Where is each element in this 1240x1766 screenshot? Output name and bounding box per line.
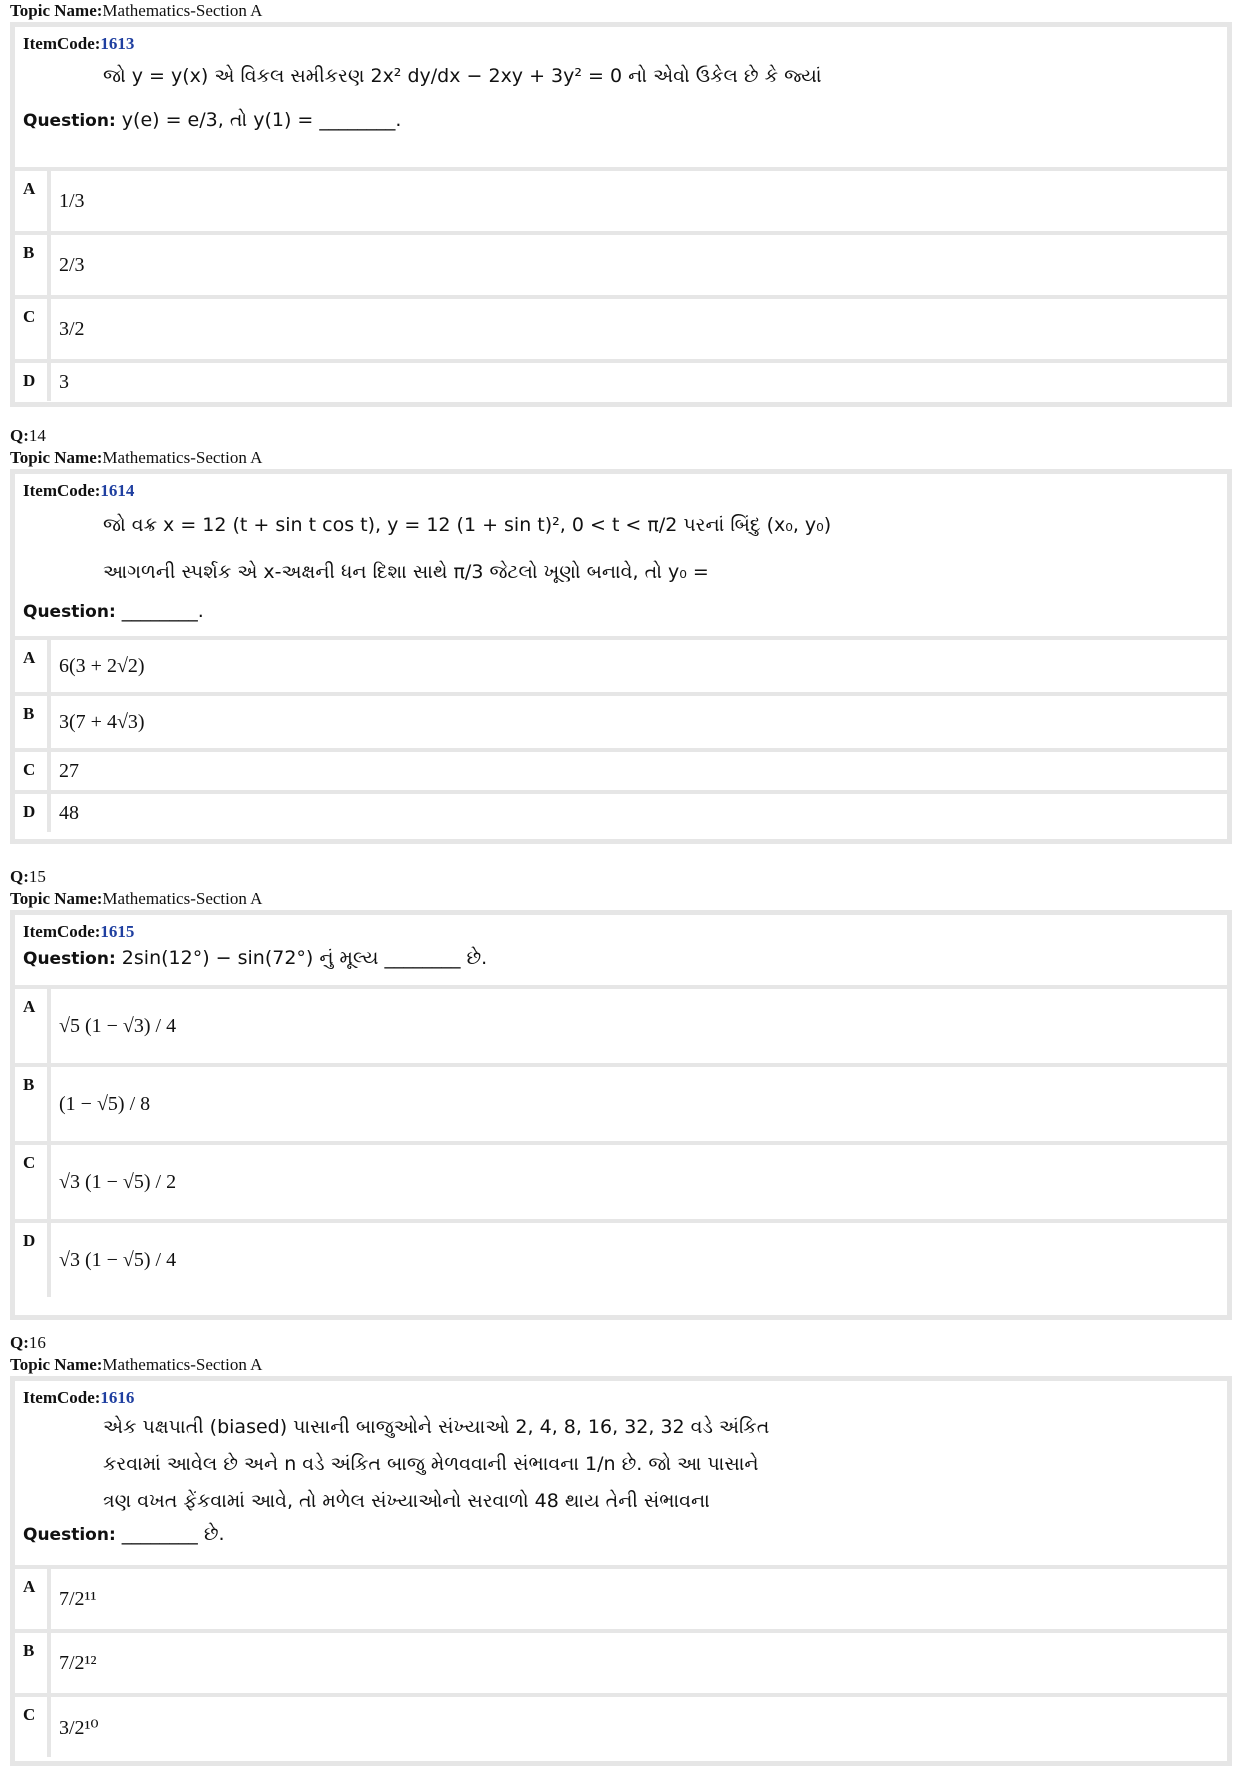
option-letter: A bbox=[15, 640, 51, 692]
topic-name: Topic Name:Mathematics-Section A bbox=[10, 1, 263, 20]
option-value: 48 bbox=[59, 801, 79, 824]
option-letter: D bbox=[15, 1223, 51, 1297]
option-value: √5 (1 − √3) / 4 bbox=[59, 1014, 177, 1037]
question-label: Question: bbox=[23, 602, 116, 622]
question-text-line: જો y = y(x) એ વિકલ સમીકરણ 2x² dy/dx − 2xy + 3y² = 0 નો એવો ઉકેલ છે કે જ્યાં bbox=[103, 65, 822, 87]
option-b[interactable] bbox=[15, 1633, 1227, 1697]
option-c[interactable] bbox=[15, 299, 1227, 363]
question-text bbox=[23, 502, 1221, 626]
question-block-16 bbox=[10, 1332, 1232, 1766]
topic-name: Topic Name:Mathematics-Section A bbox=[10, 448, 263, 467]
option-a[interactable] bbox=[15, 989, 1227, 1067]
option-letter: A bbox=[15, 1569, 51, 1629]
question-table bbox=[10, 910, 1232, 1320]
question-text-line: 2sin(12°) − sin(72°) નું મૂલ્ય ________ છે. bbox=[121, 947, 488, 969]
question-header bbox=[15, 915, 1227, 989]
option-value: 2/3 bbox=[59, 253, 85, 276]
option-value: 27 bbox=[59, 759, 79, 782]
question-label: Question: bbox=[23, 949, 116, 969]
question-table bbox=[10, 469, 1232, 844]
option-value: 1/3 bbox=[59, 189, 85, 212]
option-letter: D bbox=[15, 794, 51, 832]
question-text-line: એક પક્ષપાતી (biased) પાસાની બાજુઓને સંખ્યાઓ 2, 4, 8, 16, 32, 32 વડે અંકિત bbox=[103, 1416, 770, 1438]
question-header bbox=[15, 1381, 1227, 1569]
option-b[interactable] bbox=[15, 1067, 1227, 1145]
option-value: 3/2¹⁰ bbox=[59, 1716, 99, 1739]
option-letter: A bbox=[15, 171, 51, 231]
option-d[interactable] bbox=[15, 794, 1227, 832]
question-label: Question: bbox=[23, 111, 116, 131]
question-block-14 bbox=[10, 425, 1232, 844]
option-value: 3(7 + 4√3) bbox=[59, 710, 145, 733]
question-text-line: કરવામાં આવેલ છે અને n વડે અંકિત બાજુ મેળવવાની સંભાવના 1/n છે. જો આ પાસાને bbox=[103, 1453, 759, 1475]
option-value: (1 − √5) / 8 bbox=[59, 1092, 151, 1115]
question-table bbox=[10, 22, 1232, 407]
option-a[interactable] bbox=[15, 640, 1227, 696]
question-label: Question: bbox=[23, 1525, 116, 1545]
item-code: ItemCode:1615 bbox=[23, 922, 135, 941]
topic-name: Topic Name:Mathematics-Section A bbox=[10, 889, 263, 908]
option-c[interactable] bbox=[15, 752, 1227, 794]
item-code: ItemCode:1616 bbox=[23, 1388, 135, 1407]
question-text-line: y(e) = e/3, તો y(1) = ________. bbox=[121, 109, 402, 131]
question-text bbox=[23, 1409, 1221, 1549]
option-a[interactable] bbox=[15, 171, 1227, 235]
question-text-line: આગળની સ્પર્શક એ x-અક્ષની ધન દિશા સાથે π/3 જેટલો ખૂણો બનાવે, તો y₀ = bbox=[103, 561, 709, 583]
question-header bbox=[15, 474, 1227, 640]
option-value: 3 bbox=[59, 370, 69, 393]
topic-name: Topic Name:Mathematics-Section A bbox=[10, 1355, 263, 1374]
option-c[interactable] bbox=[15, 1145, 1227, 1223]
option-letter: C bbox=[15, 1145, 51, 1219]
option-d[interactable] bbox=[15, 1223, 1227, 1297]
item-code: ItemCode:1614 bbox=[23, 481, 135, 500]
option-letter: A bbox=[15, 989, 51, 1063]
question-number: Q:15 bbox=[10, 867, 46, 886]
option-value: √3 (1 − √5) / 2 bbox=[59, 1170, 177, 1193]
option-letter: C bbox=[15, 1697, 51, 1757]
question-table bbox=[10, 1376, 1232, 1766]
question-text-line: ________. bbox=[121, 600, 204, 622]
option-value: 6(3 + 2√2) bbox=[59, 654, 145, 677]
option-letter: B bbox=[15, 235, 51, 295]
option-letter: D bbox=[15, 363, 51, 401]
option-value: √3 (1 − √5) / 4 bbox=[59, 1248, 177, 1271]
option-b[interactable] bbox=[15, 235, 1227, 299]
question-text-line: જો વક્ર x = 12 (t + sin t cos t), y = 12 (1 + sin t)², 0 < t < π/2 પરનાં બિંદુ (x₀, y₀) bbox=[103, 514, 832, 536]
option-letter: B bbox=[15, 696, 51, 748]
question-text bbox=[23, 55, 1221, 143]
question-block-15 bbox=[10, 866, 1232, 1320]
option-c[interactable] bbox=[15, 1697, 1227, 1757]
option-value: 7/2¹² bbox=[59, 1651, 97, 1674]
question-text bbox=[23, 943, 1221, 974]
option-value: 7/2¹¹ bbox=[59, 1587, 97, 1610]
question-number: Q:14 bbox=[10, 426, 46, 445]
item-code: ItemCode:1613 bbox=[23, 34, 135, 53]
question-text-line: ત્રણ વખત ફેંકવામાં આવે, તો મળેલ સંખ્યાઓનો સરવાળો 48 થાય તેની સંભાવના bbox=[103, 1490, 710, 1512]
option-b[interactable] bbox=[15, 696, 1227, 752]
option-letter: C bbox=[15, 299, 51, 359]
question-text-line: ________ છે. bbox=[121, 1523, 225, 1545]
option-letter: B bbox=[15, 1067, 51, 1141]
option-letter: B bbox=[15, 1633, 51, 1693]
option-a[interactable] bbox=[15, 1569, 1227, 1633]
option-letter: C bbox=[15, 752, 51, 790]
question-number: Q:16 bbox=[10, 1333, 46, 1352]
question-block-13 bbox=[10, 0, 1232, 407]
option-d[interactable] bbox=[15, 363, 1227, 401]
option-value: 3/2 bbox=[59, 317, 85, 340]
question-header bbox=[15, 27, 1227, 171]
